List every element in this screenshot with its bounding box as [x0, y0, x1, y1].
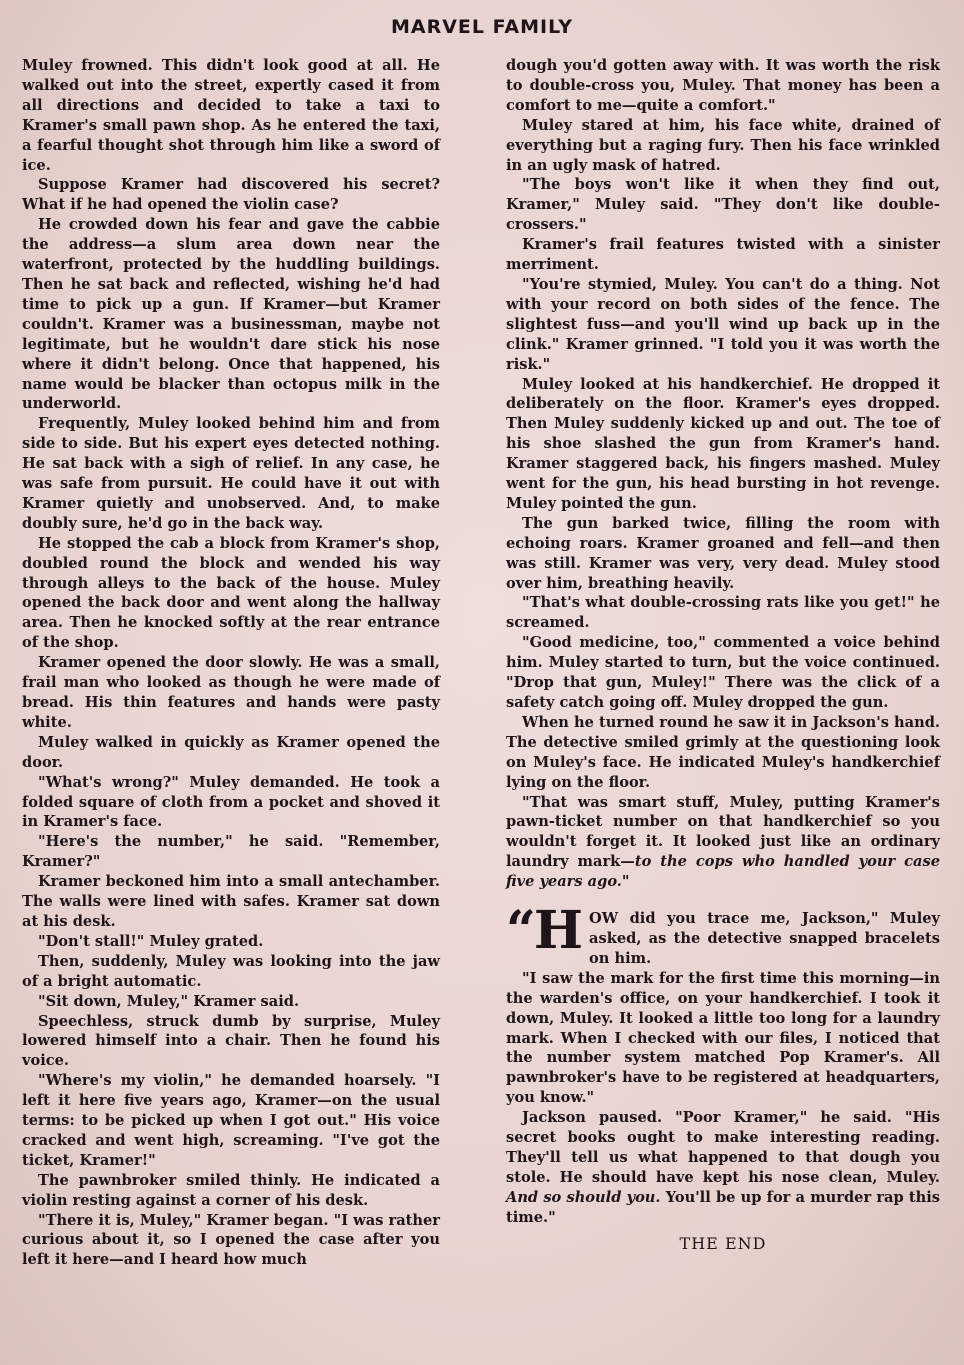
paragraph: "Where's my violin," he demanded hoarsely. "I left it here five years ago, Kramer—on the usual terms: to be picked up when I got out." His voice cracked and went high, screaming. "I've got the ticket, Kramer!": [22, 1072, 440, 1169]
paragraph: "There it is, Muley," Kramer began. "I was rather curious about it, so I opened the case after you left it here—and I heard how much: [22, 1211, 440, 1269]
paragraph: Kramer's frail features twisted with a sinister merriment.: [506, 236, 940, 274]
page-header: MARVEL FAMILY: [390, 16, 574, 38]
paragraph: "Here's the number," he said. "Remember, Kramer?": [22, 833, 440, 871]
paragraph: Muley walked in quickly as Kramer opened the door.: [22, 733, 440, 771]
opening-text: OW did you trace me, Jackson," Muley asked, as the detective snapped bracelets on him.: [589, 910, 940, 967]
paragraph: [506, 1108, 940, 1227]
text-run: Jackson paused. "Poor Kramer," he said. "His secret books ought to make interesting reading. They'll tell us what happened to that dough you stole. He should have kept his nose clean, Muley.: [506, 1109, 940, 1186]
paragraph: dough you'd gotten away with. It was worth the risk to double-cross you, Muley. That money has been a comfort to me—quite a comfort.": [506, 57, 940, 114]
paragraph: Frequently, Muley looked behind him and from side to side. But his expert eyes detected nothing. He sat back with a sigh of relief. In any case, he was safe from pursuit. He could have it out with Kramer quietly and unobserved. And, to make doubly sure, he'd go in the back way.: [22, 415, 440, 532]
paragraph: "You're stymied, Muley. You can't do a thing. Not with your record on both sides of the fence. The slightest fuss—and you'll wind up back up in the clink." Kramer grinned. "I told you it was worth the risk.": [506, 275, 940, 373]
text-run: "That was smart stuff, Muley, putting Kramer's pawn-ticket number on that handkerchief so you wouldn't forget it. It looked just like an ordinary laundry mark—: [506, 793, 940, 871]
paragraph: The gun barked twice, filling the room with echoing roars. Kramer groaned and fell—and then was still. Kramer was very, very dead. Muley stood over him, breathing heavily.: [506, 514, 940, 592]
paragraph: Muley looked at his handkerchief. He dropped it deliberately on the floor. Kramer's eyes dropped. Then Muley suddenly kicked up and out. The toe of his shoe slashed the gun from Kramer's hand. Kramer staggered back, his fingers mashed. Muley went for the gun, his head bursting in hot revenge. Muley pointed the gun.: [506, 375, 940, 512]
paragraph: Speechless, struck dumb by surprise, Muley lowered himself into a chair. Then he found his voice.: [22, 1012, 440, 1070]
left-column: [22, 56, 440, 1270]
paragraph: Kramer opened the door slowly. He was a small, frail man who looked as though he were made of bread. His thin features and hands were pasty white.: [22, 654, 440, 731]
paragraph: "What's wrong?" Muley demanded. He took a folded square of cloth from a pocket and shoved it in Kramer's face.: [22, 773, 440, 831]
drop-cap: “H: [506, 900, 582, 962]
paragraph: Muley stared at him, his face white, drained of everything but a raging fury. Then his face wrinkled in an ugly mask of hatred.: [506, 116, 940, 174]
paragraph: Kramer beckoned him into a small antechamber. The walls were lined with safes. Kramer sat down at his desk.: [22, 873, 440, 930]
right-column: [506, 56, 940, 1253]
paragraph: He crowded down his fear and gave the cabbie the address—a slum area down near the waterfront, protected by the huddling buildings. Then he sat back and reflected, wishing he'd had time to pick up a gun. If Kramer—but Kramer couldn't. Kramer was a businessman, maybe not legitimate, but he wouldn't dare stick his nose where it didn't belong. Once that happened, his name would be blacker than octopus milk in the underworld.: [22, 216, 440, 413]
paragraph: When he turned round he saw it in Jackson's hand. The detective smiled grimly at the questioning look on Muley's face. He indicated Muley's handkerchief lying on the floor.: [506, 713, 940, 791]
paragraph: "That's what double-crossing rats like you get!" he screamed.: [506, 594, 940, 632]
paragraph: "I saw the mark for the first time this morning—in the warden's office, on your handkerchief. I took it down, Muley. It looked a little too long for a laundry mark. When I checked with our files, I noticed that the number system matched Pop Kramer's. All pawnbroker's have to be registered at headquarters, you know.": [506, 969, 940, 1107]
paragraph: "Don't stall!" Muley grated.: [38, 932, 264, 950]
italic-text: to the cops who handled your case five years ago.: [506, 853, 940, 891]
italic-text: And so should you.: [506, 1188, 661, 1206]
paragraph: He stopped the cab a block from Kramer's shop, doubled round the block and wended his way through alleys to the back of the house. Muley opened the back door and went along the hallway area. Then he knocked softly at the rear entrance of the shop.: [22, 534, 440, 652]
section-opening: [506, 900, 940, 969]
text-run: ": [621, 873, 630, 891]
the-end-label: THE END: [679, 1233, 767, 1253]
paragraph: "The boys won't like it when they find out, Kramer," Muley said. "They don't like double-crossers.": [506, 176, 940, 234]
paragraph: [506, 793, 940, 893]
paragraph: Suppose Kramer had discovered his secret? What if he had opened the violin case?: [22, 176, 440, 214]
paragraph: Muley frowned. This didn't look good at all. He walked out into the street, expertly cased it from all directions and decided to take a taxi to Kramer's small pawn shop. As he entered the taxi, a fearful thought shot through him like a sword of ice.: [22, 57, 440, 174]
text-run: You'll be up for a murder rap this time.": [506, 1188, 940, 1226]
paragraph: "Sit down, Muley," Kramer said.: [38, 992, 300, 1010]
paragraph: The pawnbroker smiled thinly. He indicated a violin resting against a corner of his desk.: [22, 1171, 440, 1209]
paragraph: "Good medicine, too," commented a voice behind him. Muley started to turn, but the voice continued. "Drop that gun, Muley!" There was the click of a safety catch going off. Muley dropped the gun.: [506, 634, 940, 711]
paragraph: Then, suddenly, Muley was looking into the jaw of a bright automatic.: [22, 952, 440, 990]
